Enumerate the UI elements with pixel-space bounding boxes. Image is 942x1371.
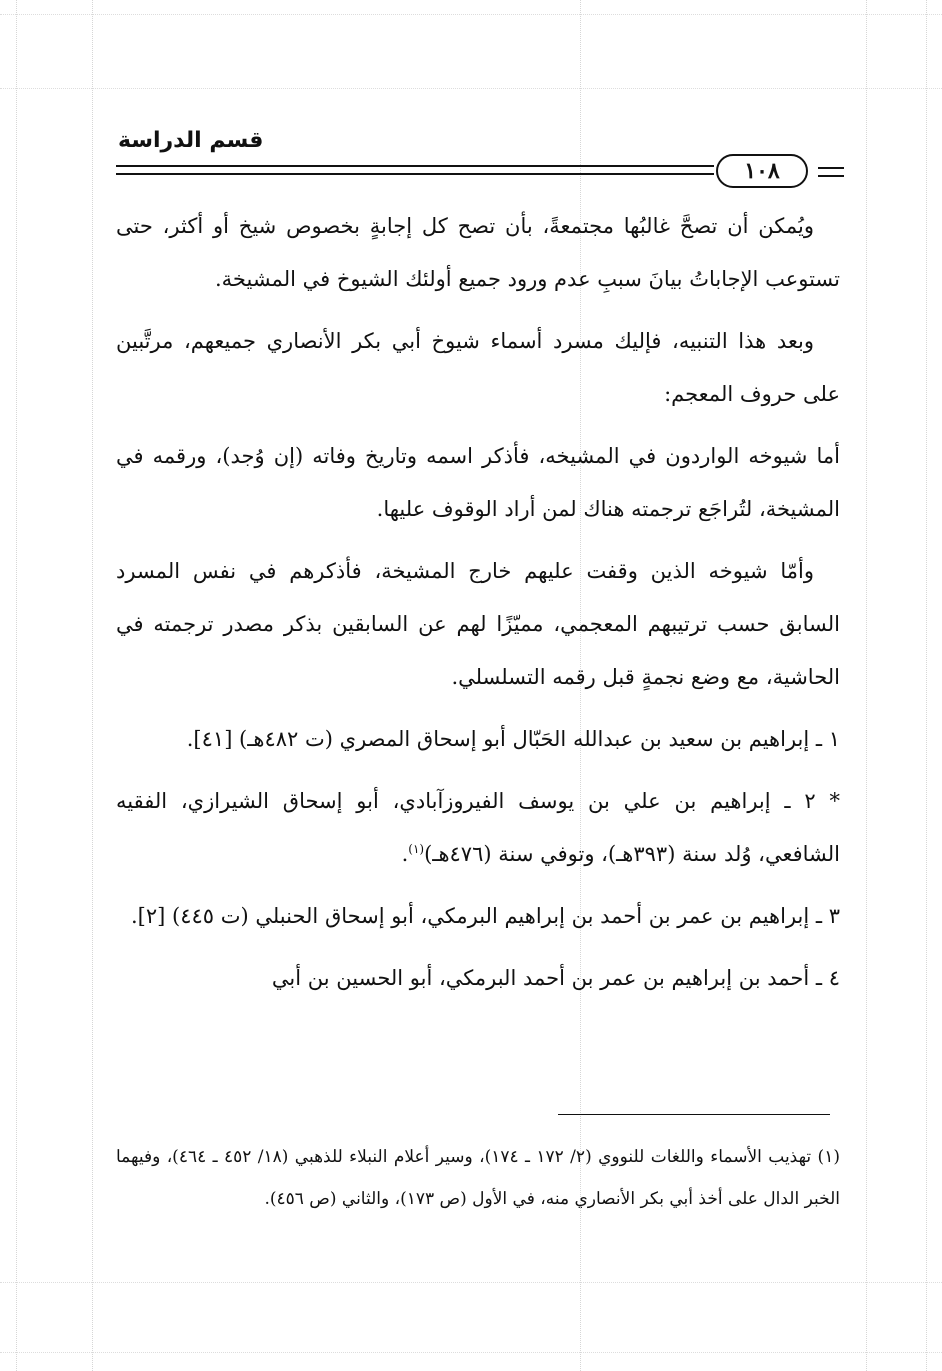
scan-guide-line (0, 88, 942, 89)
scan-guide-line (0, 14, 942, 15)
body-text (116, 200, 840, 1014)
paragraph: أما شيوخه الواردون في المشيخه، فأذكر اسمه وتاريخ وفاته (إن وُجد)، ورقمه في المشيخة، لتُراجَع ترجمته هناك لمن أراد الوقوف عليها. (116, 444, 840, 521)
entry-end: . (401, 842, 409, 866)
page-number: ١٠٨ (716, 154, 808, 188)
entry-item (116, 775, 840, 881)
header-rule-right (818, 167, 844, 177)
scan-guide-line (0, 1282, 942, 1283)
entry-text: * ٢ ـ إبراهيم بن علي بن يوسف الفيروزآبادي، أبو إسحاق الشيرازي، الفقيه الشافعي، وُلد سنة (٣٩٣هـ)، وتوفي سنة (٤٧٦هـ) (116, 789, 840, 866)
scan-guide-line (16, 0, 17, 1371)
scan-guide-line (866, 0, 867, 1371)
paragraph: وأمّا شيوخه الذين وقفت عليهم خارج المشيخة، فأذكرهم في نفس المسرد السابق حسب ترتيبهم المعجمي، مميّزًا لهم عن السابقين بذكر مصدر ترجمته في الحاشية، مع وضع نجمةٍ قبل رقمه التسلسلي. (116, 559, 840, 689)
entry-item: ٤ ـ أحمد بن إبراهيم بن عمر بن أحمد البرمكي، أبو الحسين بن أبي (271, 966, 840, 990)
section-title: قسم الدراسة (118, 128, 264, 153)
entry-item: ٣ ـ إبراهيم بن عمر بن أحمد بن إبراهيم البرمكي، أبو إسحاق الحنبلي (ت ٤٤٥) [٢]. (130, 904, 840, 928)
paragraph: وبعد هذا التنبيه، فإليك مسرد أسماء شيوخ أبي بكر الأنصاري جميعهم، مرتَّبين على حروف المعجم: (116, 329, 840, 406)
footnote: (١) تهذيب الأسماء واللغات للنووي (٢/ ١٧٢ ـ ١٧٤)، وسير أعلام النبلاء للذهبي (١٨/ ٤٥٢ ـ ٤٦٤)، وفيهما الخبر الدال على أخذ أبي بكر الأنصاري منه، في الأول (ص ١٧٣)، والثاني (ص ٤٥٦). (116, 1147, 840, 1209)
paragraph: ويُمكن أن تصحَّ غالبُها مجتمعةً، بأن تصح كل إجابةٍ بخصوص شيخ أو أكثر، حتى تستوعب الإجاباتُ بيانَ سببِ عدم ورود جميع أولئك الشيوخ في المشيخة. (116, 214, 840, 291)
entry-item: ١ ـ إبراهيم بن سعيد بن عبدالله الحَبّال أبو إسحاق المصري (ت ٤٨٢هـ) [٤١]. (186, 727, 840, 751)
header-rule (116, 165, 714, 175)
footnote-marker[interactable]: (١) (408, 842, 425, 856)
scan-guide-line (926, 0, 927, 1371)
footnote-separator (558, 1114, 830, 1115)
scan-guide-line (92, 0, 93, 1371)
scan-guide-line (0, 1352, 942, 1353)
footnotes (116, 1136, 840, 1220)
